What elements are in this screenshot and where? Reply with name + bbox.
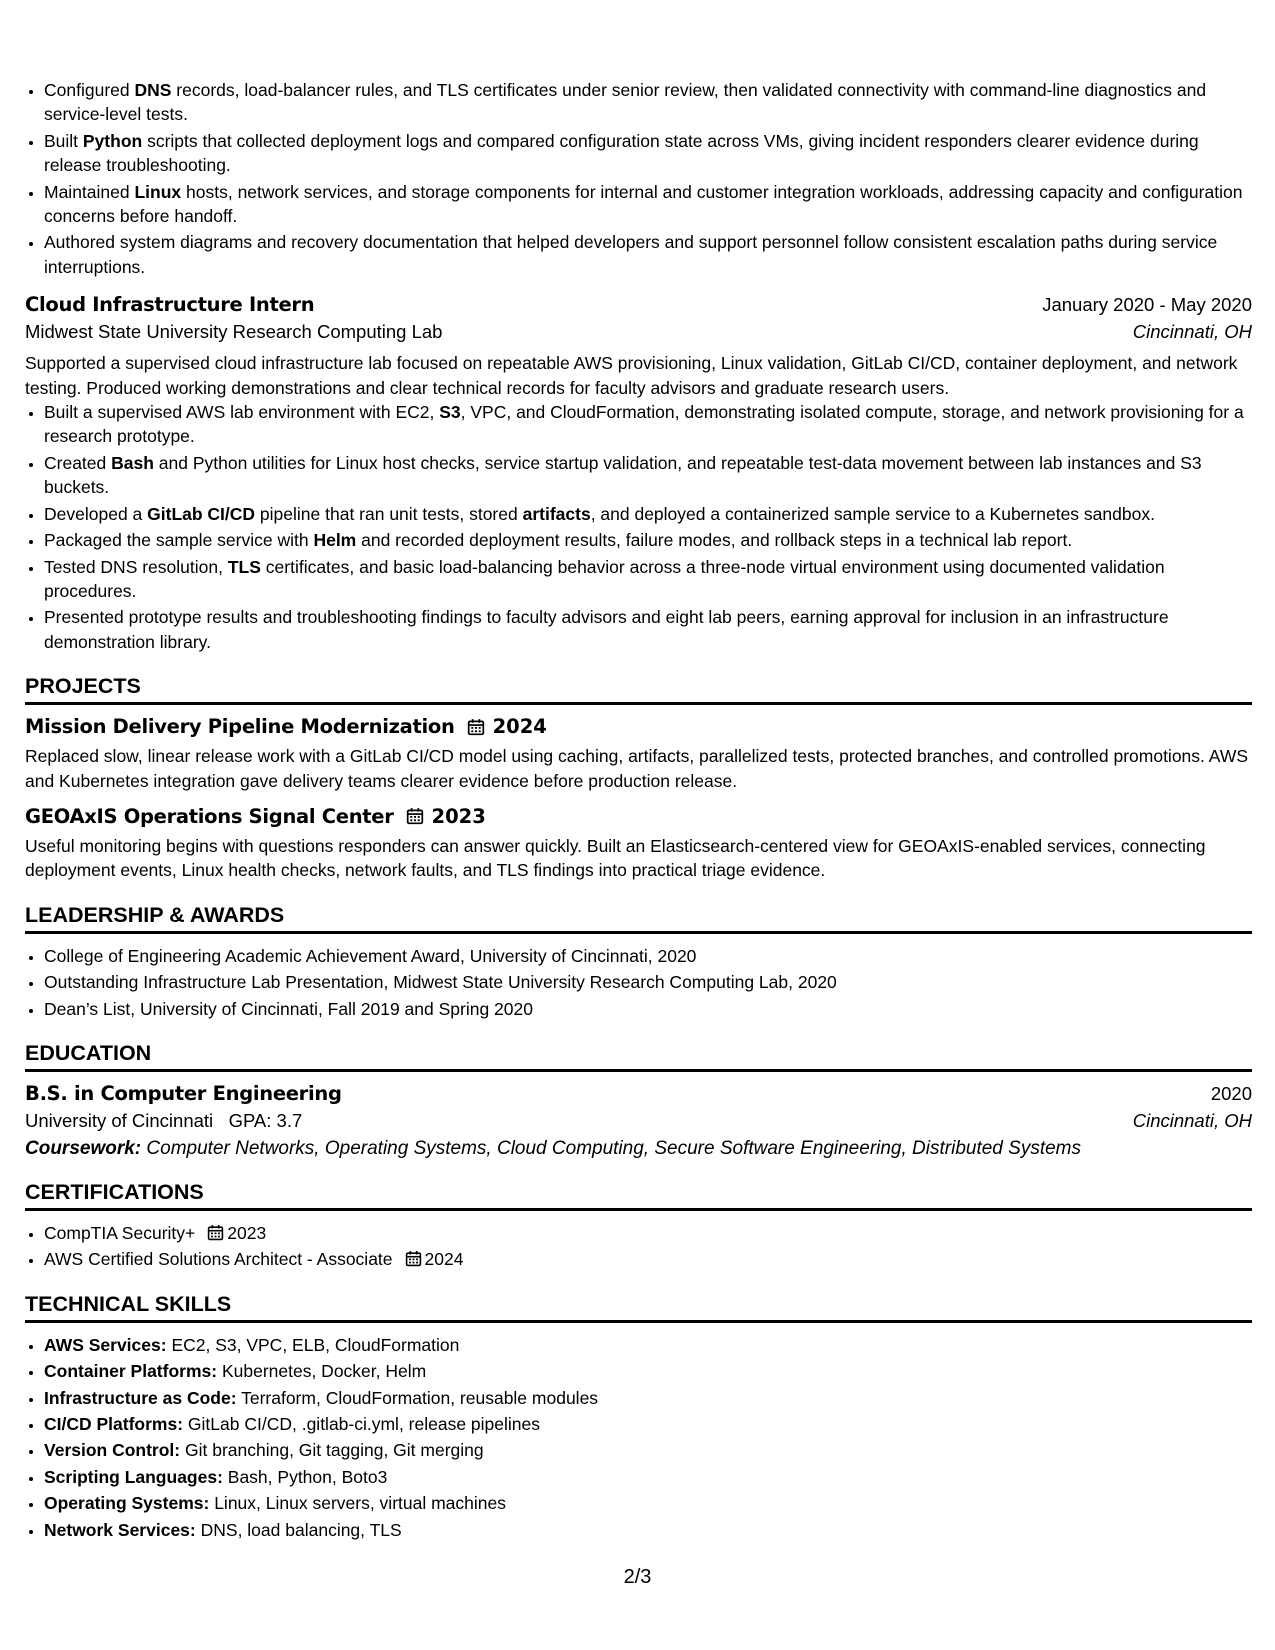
calendar-icon: [406, 807, 424, 825]
certification-name: AWS Certified Solutions Architect - Associate: [44, 1249, 393, 1270]
list-item: • CI/CD Platforms: GitLab CI/CD, .gitlab-ci.yml, release pipelines: [44, 1412, 1252, 1436]
education-header: [25, 1082, 1252, 1105]
list-item: • Configured DNS records, load-balancer rules, and TLS certificates under senior review, then validated connectivity with command-line diagnostics and service-level tests.: [44, 78, 1252, 127]
project-description: Useful monitoring begins with questions responders can answer quickly. Built an Elasticsearch-centered view for GEOAxIS-enabled services, connecting deployment events, Linux health checks, network faults, and TLS findings into practical triage evidence.: [25, 835, 1206, 881]
section-heading-education: EDUCATION: [25, 1041, 1252, 1072]
list-item: • Outstanding Infrastructure Lab Presentation, Midwest State University Research Computing Lab, 2020: [44, 970, 1252, 994]
project-year: 2023: [431, 804, 486, 828]
list-item: • Created Bash and Python utilities for Linux host checks, service startup validation, and repeatable test-data movement between lab instances and S3 buckets.: [44, 451, 1252, 500]
school-name: University of Cincinnati: [25, 1109, 214, 1131]
section-heading-certifications: CERTIFICATIONS: [25, 1180, 1252, 1211]
education-entry: [25, 1082, 1252, 1160]
calendar-icon: [467, 718, 485, 736]
list-item: • Maintained Linux hosts, network services, and storage components for internal and customer integration workloads, addressing capacity and configuration concerns before handoff.: [44, 180, 1252, 229]
education-subheader: [25, 1110, 1252, 1132]
certifications-list: [25, 1221, 1252, 1272]
school-location: Cincinnati, OH: [1132, 1109, 1252, 1131]
list-item: • Version Control: Git branching, Git tagging, Git merging: [44, 1438, 1252, 1462]
job-title: Cloud Infrastructure Intern: [25, 293, 315, 317]
awards-list: [25, 944, 1252, 1021]
list-item: • Packaged the sample service with Helm and recorded deployment results, failure modes, and rollback steps in a technical lab report.: [44, 528, 1252, 552]
section-heading-skills: TECHNICAL SKILLS: [25, 1292, 1252, 1323]
list-item: • Authored system diagrams and recovery documentation that helped developers and support personnel follow consistent escalation paths during service interruptions.: [44, 230, 1252, 279]
project-title: GEOAxIS Operations Signal Center: [25, 804, 394, 828]
coursework-list: Computer Networks, Operating Systems, Cloud Computing, Secure Software Engineering, Distributed Systems: [146, 1137, 1081, 1159]
list-item: • Operating Systems: Linux, Linux servers, virtual machines: [44, 1491, 1252, 1515]
skills-list: [25, 1333, 1252, 1542]
gpa: GPA: 3.7: [228, 1109, 303, 1131]
list-item: • Infrastructure as Code: Terraform, CloudFormation, reusable modules: [44, 1386, 1252, 1410]
certification-year: 2023: [227, 1222, 267, 1243]
list-item: • Presented prototype results and troubleshooting findings to faculty advisors and eight lab peers, earning approval for inclusion in an infrastructure demonstration library.: [44, 605, 1252, 654]
section-heading-projects: PROJECTS: [25, 674, 1252, 705]
list-item: • Network Services: DNS, load balancing, TLS: [44, 1518, 1252, 1542]
list-item: [44, 1247, 1252, 1271]
graduation-year: 2020: [1210, 1082, 1252, 1104]
job-location: Cincinnati, OH: [1132, 321, 1252, 343]
project-entry: [25, 805, 1252, 883]
project-header: [25, 805, 1252, 828]
calendar-icon: [405, 1250, 422, 1267]
section-heading-awards: LEADERSHIP & AWARDS: [25, 903, 1252, 934]
list-item: • Scripting Languages: Bash, Python, Boto3: [44, 1465, 1252, 1489]
intern-entry: [25, 293, 1252, 654]
coursework-label: Coursework:: [25, 1137, 142, 1159]
degree: B.S. in Computer Engineering: [25, 1081, 342, 1105]
experience-bullets-continued: [25, 78, 1252, 279]
list-item: • Built Python scripts that collected deployment logs and compared configuration state across VMs, giving incident responders clearer evidence during release troubleshooting.: [44, 129, 1252, 178]
calendar-icon: [207, 1224, 224, 1241]
list-item: • Tested DNS resolution, TLS certificates, and basic load-balancing behavior across a three-node virtual environment using documented validation procedures.: [44, 555, 1252, 604]
job-dates: January 2020 - May 2020: [1042, 294, 1252, 316]
coursework: [25, 1138, 1252, 1160]
project-entry: [25, 715, 1252, 793]
job-bullets: [25, 400, 1252, 654]
list-item: • Container Platforms: Kubernetes, Docker, Helm: [44, 1359, 1252, 1383]
page-number: 2/3: [623, 1566, 652, 1588]
certification-name: CompTIA Security+: [44, 1222, 196, 1243]
job-summary: Supported a supervised cloud infrastructure lab focused on repeatable AWS provisioning, Linux validation, GitLab CI/CD, container deployment, and network testing. Produced working demonstrations and clear technical records for faculty advisors and graduate research users.: [25, 353, 1238, 398]
job-header: [25, 293, 1252, 316]
resume-page: [25, 78, 1252, 1544]
school-line: [25, 1110, 302, 1132]
list-item: • Developed a GitLab CI/CD pipeline that ran unit tests, stored artifacts, and deployed a containerized sample service to a Kubernetes sandbox.: [44, 502, 1252, 526]
certification-year: 2024: [424, 1249, 464, 1270]
list-item: • Dean’s List, University of Cincinnati, Fall 2019 and Spring 2020: [44, 997, 1252, 1021]
list-item: [44, 1221, 1252, 1245]
job-organization: Midwest State University Research Computing Lab: [25, 321, 443, 343]
project-description: Replaced slow, linear release work with a GitLab CI/CD model using caching, artifacts, parallelized tests, protected branches, and controlled promotions. AWS and Kubernetes integration gave delivery teams clearer evidence before production release.: [25, 746, 1249, 791]
project-year: 2024: [492, 715, 547, 739]
list-item: • Built a supervised AWS lab environment with EC2, S3, VPC, and CloudFormation, demonstrating isolated compute, storage, and network provisioning for a research prototype.: [44, 400, 1252, 449]
project-title: Mission Delivery Pipeline Modernization: [25, 715, 455, 739]
project-header: [25, 715, 1252, 738]
job-subheader: [25, 321, 1252, 343]
list-item: • AWS Services: EC2, S3, VPC, ELB, CloudFormation: [44, 1333, 1252, 1357]
list-item: • College of Engineering Academic Achievement Award, University of Cincinnati, 2020: [44, 944, 1252, 968]
